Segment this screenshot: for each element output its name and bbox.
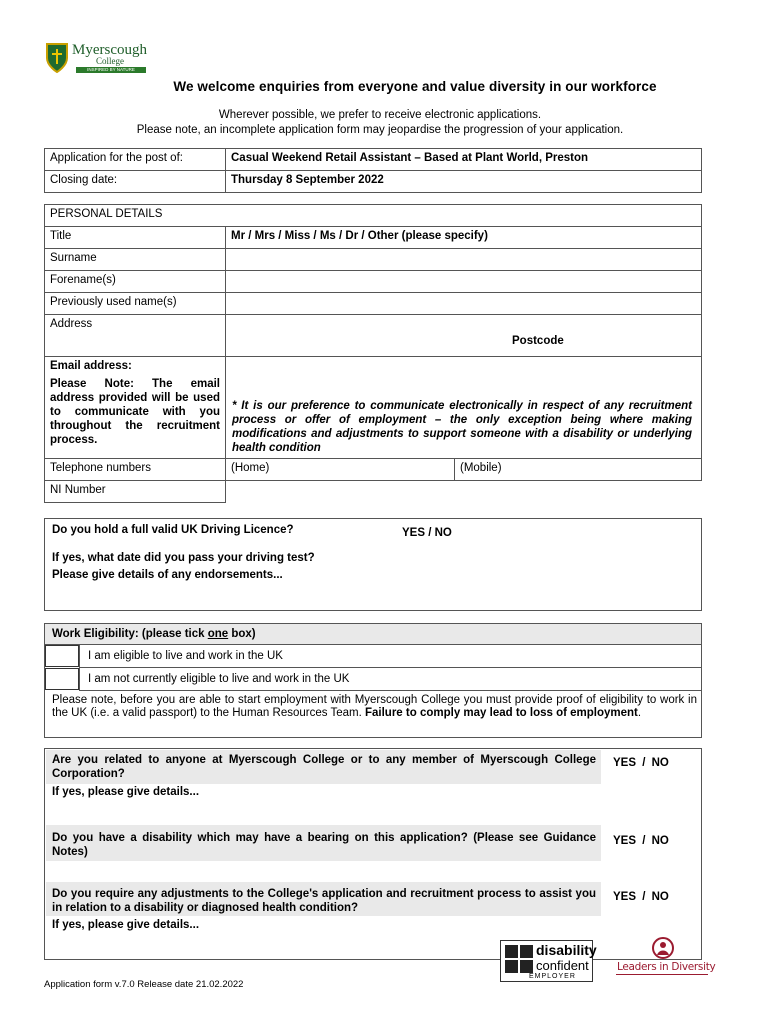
- crest-icon: [44, 42, 70, 74]
- personal-heading: PERSONAL DETAILS: [45, 205, 702, 227]
- closing-label: Closing date:: [45, 171, 226, 193]
- work-heading-one: one: [207, 628, 229, 640]
- home-label: (Home): [231, 462, 270, 474]
- mobile-label: (Mobile): [460, 462, 502, 474]
- version-footer: Application form v.7.0 Release date 21.02.2022: [44, 979, 244, 990]
- disability-question: Do you have a disability which may have a bearing on this application? (Please see Guidance Notes): [52, 832, 596, 858]
- address-field[interactable]: [226, 315, 702, 357]
- dc-icon-1: [505, 945, 518, 958]
- forenames-label: Forename(s): [45, 271, 226, 293]
- telephone-label: Telephone numbers: [45, 459, 226, 481]
- driving-test-date-question: If yes, what date did you pass your driving test?: [52, 552, 315, 564]
- disability-confident-logo: [500, 940, 597, 982]
- eligible-checkbox[interactable]: [45, 645, 79, 667]
- work-note-end: .: [637, 707, 642, 719]
- dc-icon-2: [520, 945, 533, 958]
- adjust-question: Do you require any adjustments to the College's application and recruitment process to assist you in relation to a disability or diagnosed health condition?: [52, 888, 596, 914]
- post-table: [44, 148, 702, 193]
- work-note-text: Please note, before you are able to start employment with Myerscough College you must provide proof of eligibility to work in the UK (i.e. a valid passport) to the Human Resources Team.: [52, 694, 697, 719]
- intro-line-1: Wherever possible, we prefer to receive electronic applications.: [218, 109, 542, 121]
- not-eligible-label: I am not currently eligible to live and work in the UK: [88, 673, 350, 685]
- driving-yes-no[interactable]: YES / NO: [402, 527, 452, 539]
- college-logo: [44, 40, 154, 76]
- previous-names-field[interactable]: [226, 293, 702, 315]
- email-preference-note: * It is our preference to communicate electronically in respect of any recruitment process or offer of employment – the only exception being where making modifications and adjustments to support someone with a disability or underlying health condition: [232, 400, 692, 454]
- ni-field[interactable]: [226, 481, 702, 503]
- ni-label: NI Number: [45, 481, 226, 503]
- endorsements-question: Please give details of any endorsements...: [52, 569, 283, 581]
- address-label: Address: [45, 315, 226, 357]
- declarations-section: [44, 748, 702, 960]
- post-value: Casual Weekend Retail Assistant – Based at Plant World, Preston: [226, 149, 702, 171]
- email-field[interactable]: [226, 357, 702, 459]
- eligible-row: [79, 645, 701, 668]
- not-eligible-row: [79, 668, 701, 691]
- postcode-label: Postcode: [512, 335, 564, 347]
- work-eligibility-section: [44, 623, 702, 738]
- lid-rule: [616, 974, 708, 975]
- mobile-phone-field[interactable]: [455, 459, 702, 481]
- related-question: Are you related to anyone at Myerscough College or to any member of Myerscough College Corporation?: [52, 754, 596, 780]
- adjust-details: If yes, please give details...: [52, 919, 200, 931]
- post-label: Application for the post of:: [45, 149, 226, 171]
- forenames-field[interactable]: [226, 271, 702, 293]
- dc-line-1: disability: [536, 942, 597, 958]
- dc-icon-3: [505, 960, 518, 973]
- dc-line-2: confident: [536, 958, 589, 973]
- driving-question: Do you hold a full valid UK Driving Licence?: [52, 524, 294, 536]
- work-note-bold: Failure to comply may lead to loss of employment: [365, 707, 638, 719]
- email-label: Email address:: [50, 360, 132, 372]
- work-heading-pre: Work Eligibility: (please tick: [52, 628, 208, 640]
- adjust-yes-no[interactable]: YES / NO: [613, 891, 669, 903]
- intro-line-2: Please note, an incomplete application form may jeopardise the progression of your application.: [136, 124, 624, 136]
- personal-details-table: [44, 204, 702, 503]
- work-note: [52, 694, 697, 720]
- surname-label: Surname: [45, 249, 226, 271]
- disability-yes-no[interactable]: YES / NO: [613, 835, 669, 847]
- driving-licence-section: [44, 518, 702, 611]
- surname-field[interactable]: [226, 249, 702, 271]
- dc-icon-4: [520, 960, 533, 973]
- leaders-in-diversity-logo: [616, 937, 716, 977]
- dc-line-3: EMPLOYER: [529, 973, 576, 980]
- logo-sub: College: [96, 56, 124, 66]
- email-note: Please Note: The email address provided will be used to communicate with you throughout the recruitment process.: [50, 378, 220, 446]
- related-yes-no[interactable]: YES / NO: [613, 757, 669, 769]
- title-label: Title: [45, 227, 226, 249]
- page-title: We welcome enquiries from everyone and value diversity in our workforce: [173, 79, 657, 94]
- logo-tag: INSPIRED BY NATURE: [76, 67, 146, 73]
- closing-value: Thursday 8 September 2022: [226, 171, 702, 193]
- related-details: If yes, please give details...: [52, 786, 200, 798]
- work-heading: [52, 628, 256, 640]
- email-label-cell: [45, 357, 226, 459]
- home-phone-field[interactable]: [226, 459, 455, 481]
- work-heading-post: box): [228, 628, 256, 640]
- lid-text: Leaders in Diversity: [617, 961, 716, 973]
- previous-names-label: Previously used name(s): [45, 293, 226, 315]
- work-heading-bar: [45, 624, 701, 645]
- eligible-label: I am eligible to live and work in the UK: [88, 650, 283, 662]
- diversity-icon: [652, 937, 674, 959]
- title-options[interactable]: Mr / Mrs / Miss / Ms / Dr / Other (please specify): [226, 227, 702, 249]
- logo-name: Myerscough: [72, 42, 147, 58]
- not-eligible-checkbox[interactable]: [45, 668, 79, 690]
